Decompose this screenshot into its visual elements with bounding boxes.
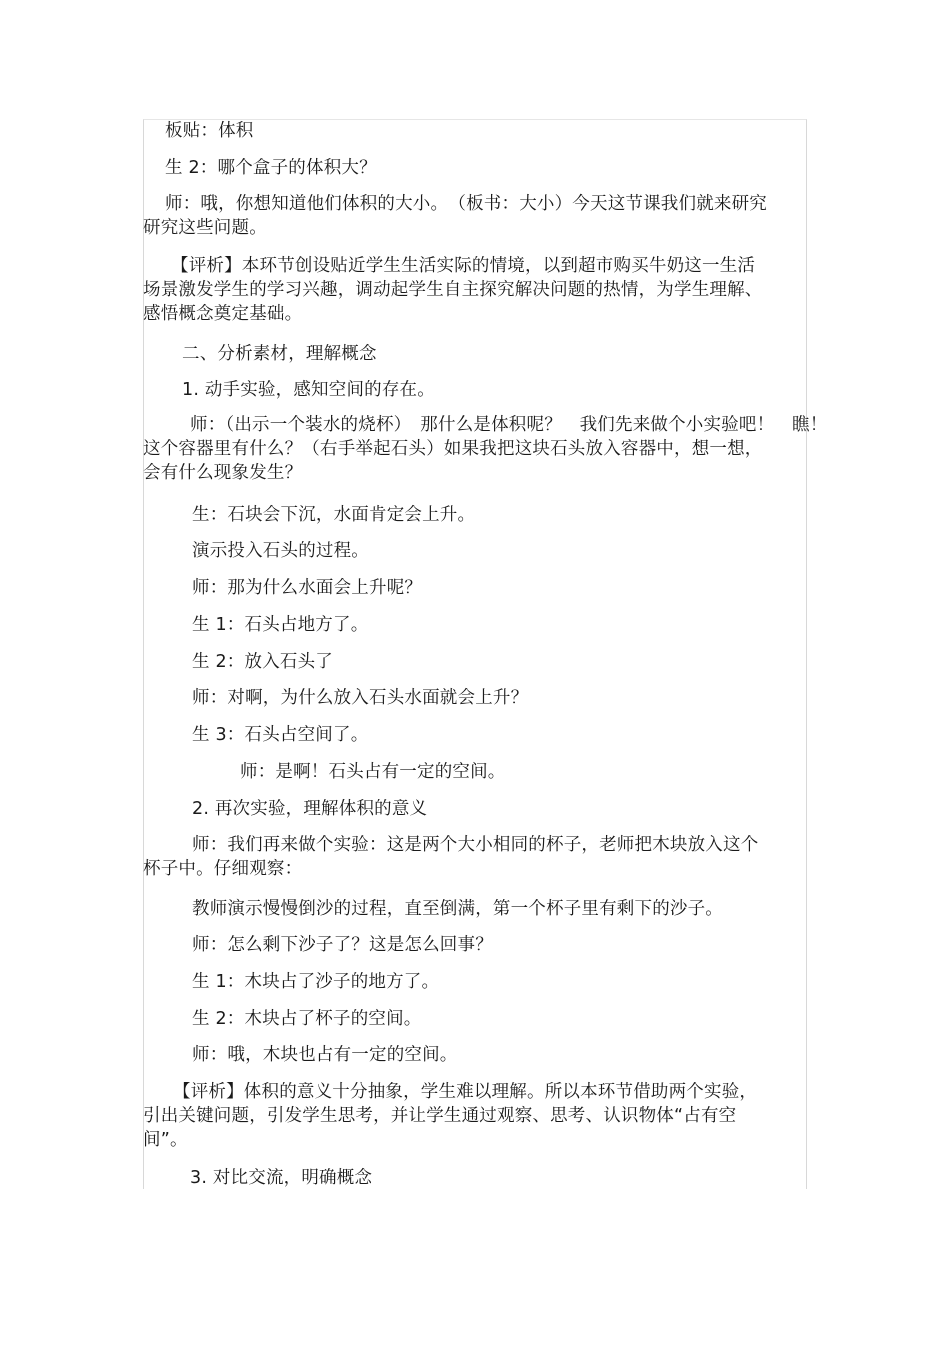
text-line: 生 2：木块占了杯子的空间。: [192, 1009, 422, 1029]
text-line: 生 3：石头占空间了。: [192, 725, 369, 745]
text-line: 场景激发学生的学习兴趣，调动起学生自主探究解决问题的热情，为学生理解、: [143, 280, 763, 300]
commentary-paragraph: [143, 1080, 757, 1152]
text-line: 间”。: [143, 1130, 188, 1150]
subsection-heading: 2. 再次实验，理解体积的意义: [192, 799, 428, 819]
text-line: 生 1：石头占地方了。: [192, 615, 369, 635]
paragraph: [143, 413, 827, 485]
text-line: 板贴：体积: [165, 121, 254, 141]
text-line: 生 2：放入石头了: [192, 652, 333, 672]
text-line: 杯子中。仔细观察：: [143, 859, 303, 879]
text-line: 师：是啊！石头占有一定的空间。: [240, 762, 506, 782]
text-line: 师：对啊，为什么放入石头水面就会上升？: [192, 688, 529, 708]
text-line: 感悟概念奠定基础。: [143, 304, 303, 324]
paragraph: [143, 192, 767, 240]
text-line: 生 2：哪个盒子的体积大？: [165, 158, 377, 178]
text-line: 师：哦，你想知道他们体积的大小。 （板书：大小）今天这节课我们就来研究: [165, 194, 767, 214]
subsection-heading: 1. 动手实验，感知空间的存在。: [182, 380, 435, 400]
subsection-heading: 3. 对比交流，明确概念: [190, 1168, 373, 1188]
text-line: 演示投入石头的过程。: [192, 541, 369, 561]
section-heading: 二、分析素材，理解概念: [182, 344, 377, 364]
text-line: 师：那为什么水面会上升呢？: [192, 578, 423, 598]
text-line: 师：我们再来做个实验：这是两个大小相同的杯子，老师把木块放入这个: [192, 835, 759, 855]
text-line: 师：怎么剩下沙子了？这是怎么回事？: [192, 935, 493, 955]
text-line: 师：哦，木块也占有一定的空间。: [192, 1045, 458, 1065]
paragraph: [143, 833, 758, 881]
text-line: 师：（出示一个装水的烧杯） 那什么是体积呢？ 我们先来做个小实验吧！ 瞧！: [190, 415, 828, 435]
text-line: 【评析】体积的意义十分抽象，学生难以理解。所以本环节借助两个实验，: [173, 1082, 758, 1102]
text-line: 会有什么现象发生？: [143, 463, 303, 483]
text-line: 研究这些问题。: [143, 218, 267, 238]
text-line: 这个容器里有什么？（右手举起石头）如果我把这块石头放入容器中，想一想，: [143, 439, 763, 459]
text-line: 引出关键问题，引发学生思考，并让学生通过观察、思考、认识物体“占有空: [143, 1106, 737, 1126]
text-line: 教师演示慢慢倒沙的过程，直至倒满，第一个杯子里有剩下的沙子。: [192, 899, 723, 919]
commentary-paragraph: [143, 254, 763, 326]
text-line: 【评析】本环节创设贴近学生生活实际的情境，以到超市购买牛奶这一生活: [171, 256, 756, 276]
text-line: 生：石块会下沉，水面肯定会上升。: [192, 505, 476, 525]
text-line: 生 1：木块占了沙子的地方了。: [192, 972, 440, 992]
